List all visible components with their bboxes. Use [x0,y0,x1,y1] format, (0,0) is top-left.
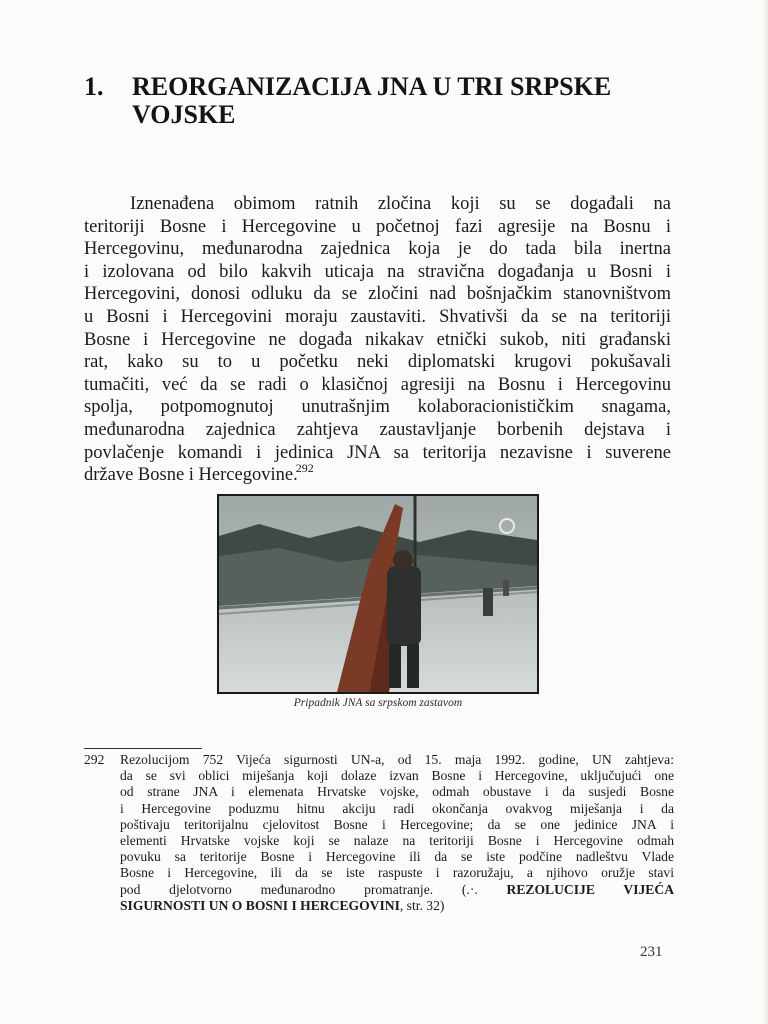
body-line: Bosne i Hercegovine ne događa nikakav etnički sukob, niti građanski [84,329,671,350]
footnote-line: da se svi oblici miješanja koji dolaze izvan Bosne i Hercegovine, uključujući one [120,768,674,784]
body-line: Hercegovinu, međunarodna zajednica koja je do tada bila inertna [84,239,671,260]
body-line: teritoriji Bosne i Hercegovine u početnoj fazi agresije na Bosnu i [84,216,671,237]
body-line: i izolovana od bilo kakvih uticaja na stravična događanja u Bosni i [84,261,671,282]
footnote-line: od strane JNA i elemenata Hrvatske vojske, odmah obustave i da susjedi Bosne [120,784,674,800]
footnote-line: povuku sa teritorije Bosne i Hercegovine ili da se iste podčine nadleštvu Vlade [120,849,674,865]
body-line: Iznenađena obimom ratnih zločina koji su se događali na [130,194,671,214]
body-line: tumačiti, već da se radi o klasičnoj agresiji na Bosnu i Hercegovinu [84,374,671,395]
footnote-line-prefix: pod djelotvorno međunarodno promatranje. (.·. [120,881,478,897]
body-line: Hercegovini, donosi odluku da se zločini nad bošnjačkim stanovništvom [84,284,671,305]
body-paragraph [84,193,671,487]
body-line-text: države Bosne i Hercegovine. [84,465,298,486]
footnote-line: Rezolucijom 752 Vijeća sigurnosti UN-a, od 15. maja 1992. godine, UN zahtjeva: [120,752,674,767]
footnote-body [120,752,674,914]
photo-caption: Pripadnik JNA sa srpskom zastavom [293,697,463,709]
footnote-source-suffix: , str. 32) [399,897,445,913]
photo-soldier-with-flag [217,494,539,694]
footnote-divider [84,748,202,749]
footnote-line: elementi Hrvatske vojske koji se nalaze na teritoriji Bosne i Hercegovine odmah [120,832,674,848]
page-edge [762,0,768,1024]
footnote-source-bold-2: SIGURNOSTI UN O BOSNI I HERCEGOVINI [120,897,400,913]
body-line: povlačenje komandi i jedinica JNA sa teritorija nezavisne i suverene [84,442,671,463]
footnote-line: Bosne i Hercegovine, ili da se iste raspuste i razoružaju, a njihovo oružje stavi [120,865,674,881]
photo-illustration [219,496,537,692]
footnote-line: i Hercegovine poduzmu hitnu akciju radi okončanja ovakvog miješanja i da [120,800,674,816]
footnote-line [120,882,674,898]
chapter-title-line-2: VOJSKE [132,100,236,129]
body-line-last [84,461,671,487]
body-line: međunarodna zajednica zahtjeva zaustavljanje borbenih dejstava i [84,419,671,440]
body-line: u Bosni i Hercegovini moraju zaustaviti. Shvativši da se na teritoriji [84,306,671,327]
body-line: rat, kako su to u početku neki diplomatski krugovi pokušavali [84,352,671,373]
page-number: 231 [640,944,663,960]
chapter-title-line-1: REORGANIZACIJA JNA U TRI SRPSKE [132,72,612,101]
footnote-line-last [120,898,674,914]
chapter-number: 1. [84,72,104,101]
footnote-reference: 292 [295,461,314,476]
body-line: spolja, potpomognutoj unutrašnjim kolaboracionističkim snagama, [84,397,671,418]
footnote-number: 292 [84,752,105,767]
footnote-source-bold: REZOLUCIJE VIJEĆA [506,881,675,897]
footnote-line: poštivaju teritorijalnu cjelovitost Bosne i Hercegovine; da se one jedinice JNA i [120,816,674,832]
